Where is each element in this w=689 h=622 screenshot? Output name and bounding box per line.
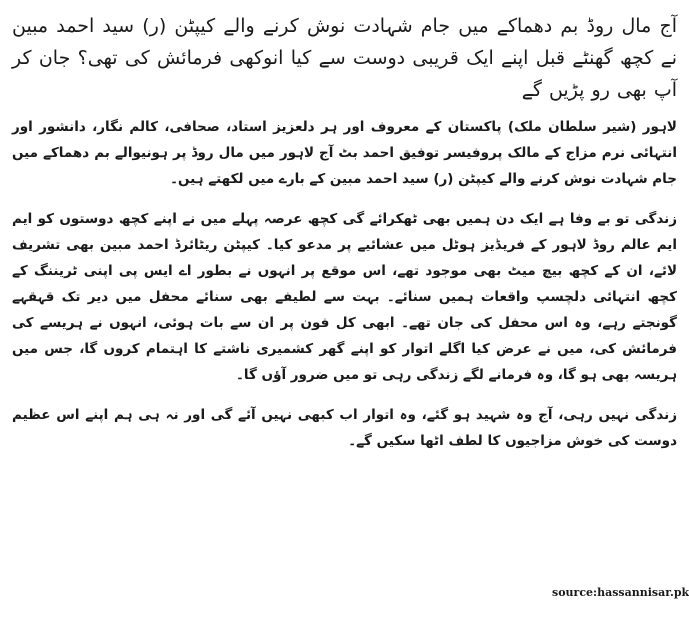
article-headline: آج مال روڈ بم دھماکے میں جام شہادت نوش کرنے والے کیپٹن (ر) سید احمد مبین نے کچھ گھنٹے قبل اپنے ایک قریبی دوست سے کیا انوکھی فرمائش کی تھی؟ جان کر آپ بھی رو پڑیں گے — [12, 15, 677, 101]
article-paragraph-story: زندگی تو بے وفا ہے ایک دن ہمیں بھی ٹھکرائے گی کچھ عرصہ پہلے میں نے اپنے کچھ دوستوں کو ایم ایم عالم روڈ لاہور کے فریڈیز ہوٹل میں عشائیے پر مدعو کیا۔ کیپٹن ریٹائرڈ احمد مبین بھی تشریف لائے، ان کے کچھ بیچ میٹ بھی موجود تھے، اس موقع پر انہوں نے بطور اے ایس پی اپنی ٹریننگ کے کچھ انتہائی دلچسپ واقعات ہمیں سنائے۔ بہت سے لطیفے بھی سنائے محفل میں دیر تک قہقہے گونجتے رہے، وہ اس محفل کی جان تھے۔ ابھی کل فون پر ان سے بات ہوئی، انہوں نے ہریسے کی فرمائش کی، میں نے عرض کیا اگلے اتوار کو اپنے گھر کشمیری ناشتے کا اہتمام کروں گا، جس میں ہریسہ بھی ہو گا، وہ فرمانے لگے زندگی رہی تو میں ضرور آؤں گا۔ — [12, 211, 677, 383]
article-paragraph-intro: لاہور (شیر سلطان ملک) پاکستان کے معروف اور ہر دلعزیز استاد، صحافی، کالم نگار، دانشور اور انتہائی نرم مزاج کے مالک پروفیسر توفیق احمد بٹ آج لاہور میں مال روڈ پر ہونیوالے بم دھماکے میں جام شہادت نوش کرنے والے کیپٹن (ر) سید احمد مبین کے بارے میں لکھتے ہیں۔ — [12, 119, 677, 187]
article-paragraph-closing: زندگی نہیں رہی، آج وہ شہید ہو گئے، وہ اتوار اب کبھی نہیں آئے گی اور نہ ہی ہم اپنے اس عظیم دوست کی خوش مزاجیوں کا لطف اٹھا سکیں گے۔ — [12, 407, 677, 449]
article-source: source:hassannisar.pk — [552, 586, 689, 599]
